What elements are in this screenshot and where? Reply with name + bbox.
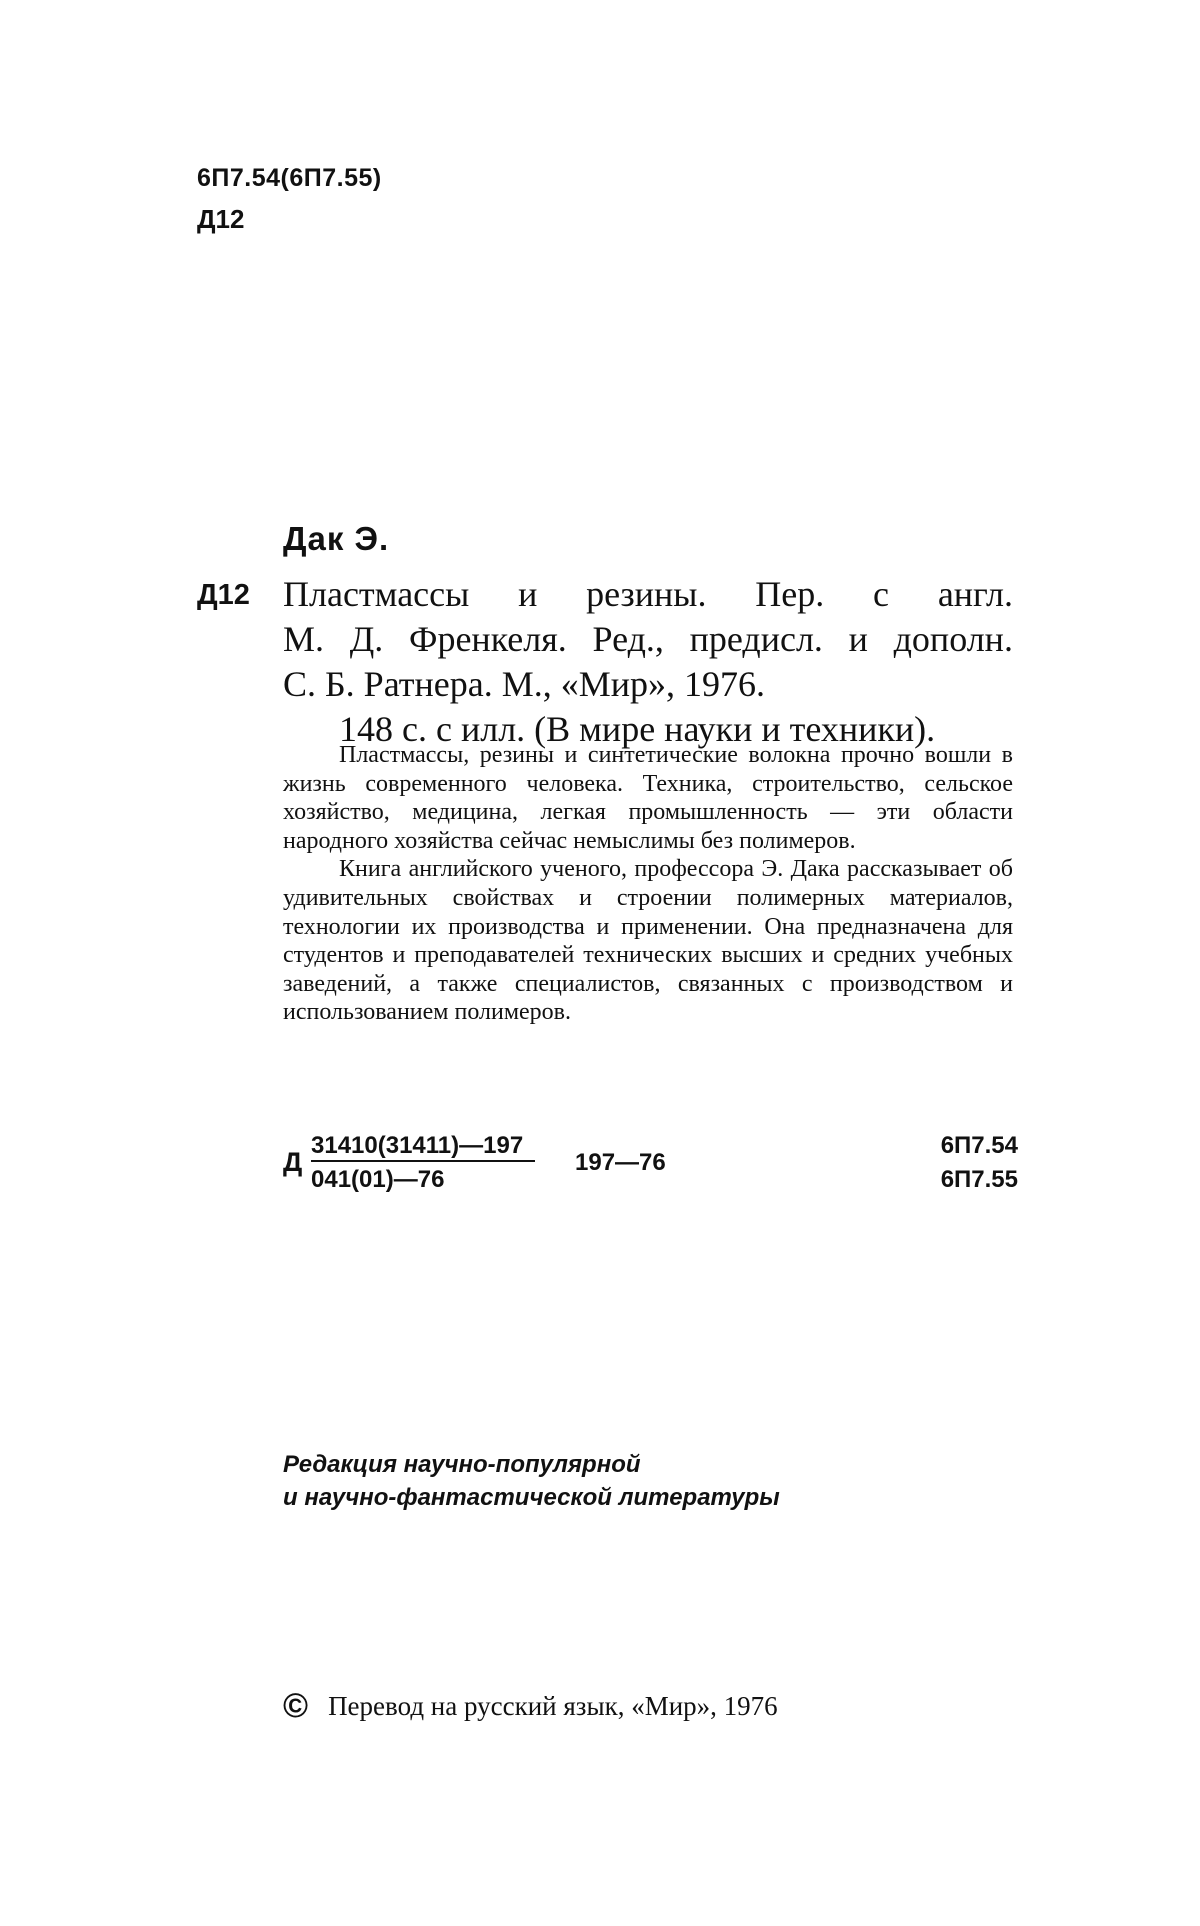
bibliographic-record — [283, 572, 1013, 752]
classification-code: 6П7.54(6П7.55) — [197, 164, 382, 192]
editorial-line-1: Редакция научно-популярной — [283, 1451, 641, 1478]
catalog-formula — [283, 1132, 1018, 1202]
formula-suffix: 197—76 — [575, 1149, 666, 1176]
bbk-code-2: 6П7.55 — [940, 1166, 1018, 1193]
author-mark: Д12 — [197, 204, 245, 234]
copyright-text: Перевод на русский язык, «Мир», 1976 — [328, 1691, 778, 1721]
annotation — [283, 741, 1013, 1027]
biblio-line-4: 148 с. с илл. (В мире науки и техники). — [339, 709, 936, 749]
biblio-line-1: Пластмассы и резины. Пер. с англ. — [283, 574, 1013, 614]
editorial-line-2: и научно-фантастической литературы — [283, 1484, 780, 1511]
editorial-note — [283, 1448, 780, 1514]
bbk-code-1: 6П7.54 — [940, 1132, 1018, 1159]
annotation-paragraph-1: Пластмассы, резины и синтетические волокна прочно вошли в жизнь современного человека. Техника, строительство, сельское хозяйство, медицина, легкая промышленность — эти области народного хозяйства сейчас немыслимы без полимеров. — [283, 742, 1013, 854]
copyright-icon: © — [283, 1687, 309, 1725]
biblio-line-2: М. Д. Френкеля. Ред., предисл. и дополн. — [283, 619, 1013, 659]
formula-letter: Д — [283, 1147, 303, 1177]
formula-denominator: 041(01)—76 — [311, 1166, 445, 1193]
annotation-paragraph-2: Книга английского ученого, профессора Э. Дака рассказывает об удивительных свойствах и строении полимерных материалов, технологии их производства и применении. Она предназначена для студентов и преподавателей технических высших и средних учебных заведений, а также специалистов, связанных с производством и использованием полимеров. — [283, 856, 1013, 1026]
formula-numerator: 31410(31411)—197 — [311, 1132, 535, 1162]
biblio-line-3: С. Б. Ратнера. М., «Мир», 1976. — [283, 664, 765, 704]
entry-author-mark: Д12 — [197, 579, 250, 611]
copyright-line — [283, 1688, 778, 1724]
author-name: Дак Э. — [283, 520, 390, 557]
